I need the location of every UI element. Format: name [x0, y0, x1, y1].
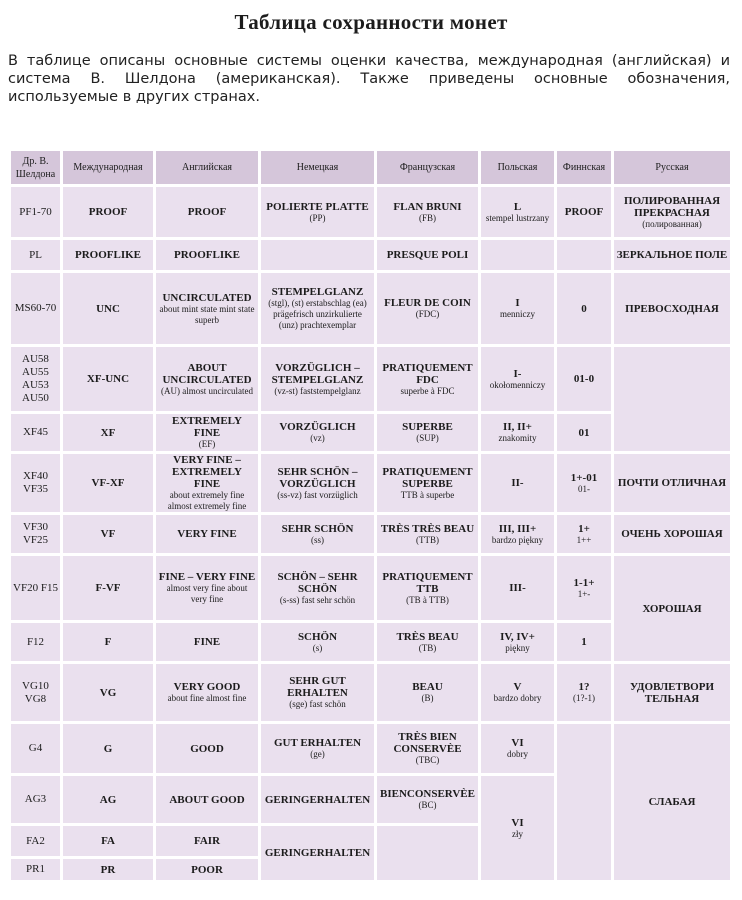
cell-french: [377, 414, 478, 451]
cell-german: [261, 187, 374, 237]
cell-main: G: [103, 742, 113, 755]
cell-main: ПОЧТИ ОТЛИЧНАЯ: [617, 477, 727, 489]
cell-international: [63, 776, 153, 823]
cell-sub: (s): [312, 642, 323, 653]
cell-sub: about mint state mint state superb: [159, 303, 255, 325]
cell-russian: [614, 664, 730, 721]
header-french: Французская: [377, 151, 478, 184]
cell-international: [63, 187, 153, 237]
cell-sub: zły: [512, 828, 523, 839]
cell-sub: (полированная): [642, 218, 702, 229]
cell-sub: (ss-vz) fast vorzüglich: [277, 489, 358, 500]
cell-main: SCHÖN – SEHR SCHÖN: [277, 570, 358, 595]
cell-french: [377, 273, 478, 344]
header-german: Немецкая: [261, 151, 374, 184]
table-row: [11, 664, 730, 721]
cell-sub: (TB à TTB): [406, 594, 449, 605]
cell-finnish: [557, 454, 611, 512]
cell-polish: [481, 664, 554, 721]
cell-sheldon: XF45: [11, 414, 60, 451]
cell-main: УДОВЛЕТВОРИ ТЕЛЬНАЯ: [629, 680, 715, 705]
cell-russian: [614, 454, 730, 512]
cell-international: [63, 515, 153, 553]
cell-main: II-: [511, 477, 524, 489]
cell-german: [261, 724, 374, 773]
cell-main: GERINGERHALTEN: [264, 793, 371, 806]
cell-main: 1?: [578, 681, 590, 693]
header-finnish: Финнская: [557, 151, 611, 184]
cell-french: [377, 347, 478, 411]
cell-russian: [614, 240, 730, 270]
cell-main: ABOUT UNCIRCULATED: [162, 361, 252, 386]
cell-sub: (FDC): [415, 309, 440, 319]
page-title: Таблица сохранности монет: [234, 10, 508, 34]
cell-sub: (BC): [418, 800, 437, 810]
cell-main: I-: [513, 367, 522, 380]
cell-french: [377, 776, 478, 823]
cell-sheldon: VF30 VF25: [11, 515, 60, 553]
table-row: [11, 454, 730, 512]
table-row: [11, 515, 730, 553]
cell-main: PROOF: [564, 206, 604, 218]
header-russian: Русская: [614, 151, 730, 184]
cell-finnish: [557, 724, 611, 880]
cell-sub: about extremely fine almost extremely fine: [167, 490, 247, 511]
cell-main: GUT ERHALTEN: [273, 737, 362, 749]
cell-finnish: [557, 515, 611, 553]
cell-main: PRESQUE POLI: [386, 249, 469, 261]
table-row: [11, 724, 730, 773]
cell-french: [377, 724, 478, 773]
cell-sheldon: PR1: [11, 859, 60, 880]
cell-sub: (ge): [310, 749, 325, 759]
cell-main: ОЧЕНЬ ХОРОШАЯ: [621, 528, 723, 540]
cell-sub: TTB à superbe: [400, 489, 455, 500]
cell-polish: [481, 273, 554, 344]
cell-sub: (s-ss) fast sehr schön: [279, 594, 356, 605]
cell-sheldon: F12: [11, 623, 60, 661]
cell-polish: [481, 414, 554, 451]
cell-main: VI: [511, 737, 524, 749]
cell-french: [377, 187, 478, 237]
cell-sheldon: VG10 VG8: [11, 664, 60, 721]
cell-international: [63, 623, 153, 661]
cell-main: I: [515, 297, 520, 309]
cell-main: EXTREMELY FINE: [172, 415, 242, 439]
cell-german: [261, 515, 374, 553]
cell-sub: (B): [421, 693, 434, 703]
cell-finnish: [557, 187, 611, 237]
cell-german: [261, 623, 374, 661]
cell-english: [156, 414, 258, 451]
cell-sub: (ss): [311, 534, 324, 545]
cell-english: [156, 623, 258, 661]
cell-international: [63, 454, 153, 512]
table-row: [11, 240, 730, 270]
cell-main: VERY GOOD: [173, 681, 241, 693]
cell-sub: bardzo piękny: [491, 534, 544, 545]
header-international: Международная: [63, 151, 153, 184]
cell-main: XF: [100, 426, 116, 439]
cell-sub: about fine almost fine: [167, 693, 247, 703]
cell-main: 0: [581, 302, 587, 315]
cell-main: VERY FINE – EXTREMELY FINE: [172, 454, 242, 490]
cell-main: IV, IV+: [500, 630, 535, 643]
cell-sub: (FB): [418, 212, 436, 223]
cell-sub: okołomenniczy: [489, 379, 546, 390]
cell-english: [156, 826, 258, 856]
cell-international: [63, 556, 153, 620]
cell-main: 01: [578, 426, 590, 439]
cell-sub: dobry: [507, 749, 528, 759]
cell-main: VF-XF: [91, 477, 125, 489]
cell-german: [261, 347, 374, 411]
cell-main: PROOF: [187, 206, 227, 218]
table-header-row: [11, 151, 730, 184]
cell-main: GOOD: [190, 742, 224, 755]
cell-main: 01-0: [573, 373, 595, 385]
cell-sub: znakomity: [498, 433, 537, 443]
cell-sheldon: AU58 AU55 AU53 AU50: [11, 347, 60, 411]
header-english: Английская: [156, 151, 258, 184]
cell-french: [377, 556, 478, 620]
cell-main: 1-1+: [573, 576, 595, 589]
cell-main: TRÈS BIEN CONSERVÈE: [393, 731, 462, 755]
cell-main: FINE – VERY FINE: [158, 571, 256, 583]
cell-main: L: [513, 200, 522, 213]
cell-main: III, III+: [498, 522, 537, 535]
cell-russian: [614, 347, 730, 451]
cell-english: [156, 664, 258, 721]
cell-sub: (TBC): [415, 755, 440, 765]
cell-polish: [481, 454, 554, 512]
cell-main: F-VF: [95, 582, 121, 594]
cell-french: [377, 240, 478, 270]
cell-english: [156, 556, 258, 620]
cell-sub: (1?-1): [573, 693, 595, 703]
cell-sub: (vz): [310, 433, 325, 443]
cell-sub: (stgl), (st) erstabschlag (ea) prägefrisch unzirkulierte (unz) prachtexemplar: [268, 298, 367, 330]
cell-finnish: [557, 414, 611, 451]
cell-french: [377, 623, 478, 661]
cell-russian: [614, 187, 730, 237]
cell-english: [156, 776, 258, 823]
cell-main: ХОРОШАЯ: [642, 602, 702, 615]
cell-sheldon: PF1-70: [11, 187, 60, 237]
cell-english: [156, 240, 258, 270]
cell-russian: [614, 273, 730, 344]
cell-sub: (TTB): [416, 534, 439, 545]
cell-main: TRÈS BEAU: [396, 630, 459, 643]
cell-polish: [481, 556, 554, 620]
cell-german: [261, 240, 374, 270]
cell-polish: [481, 187, 554, 237]
cell-polish: [481, 515, 554, 553]
coin-grading-table: [8, 148, 733, 883]
cell-sub: piękny: [505, 642, 530, 653]
cell-sheldon: VF20 F15: [11, 556, 60, 620]
cell-finnish: [557, 273, 611, 344]
cell-german: [261, 556, 374, 620]
cell-finnish: [557, 240, 611, 270]
cell-main: TRÈS TRÈS BEAU: [380, 522, 475, 535]
cell-main: ПОЛИРОВАННАЯ ПРЕКРАСНАЯ: [623, 194, 721, 219]
cell-polish: [481, 724, 554, 773]
cell-sub: 1++: [576, 534, 592, 545]
cell-main: 1+: [578, 522, 590, 535]
cell-english: [156, 187, 258, 237]
cell-sub: (vz-st) faststempelglanz: [274, 385, 361, 396]
cell-main: III-: [509, 582, 526, 594]
cell-german: [261, 664, 374, 721]
header-polish: Польская: [481, 151, 554, 184]
cell-english: [156, 515, 258, 553]
cell-main: SEHR SCHÖN: [281, 522, 354, 535]
cell-english: [156, 859, 258, 880]
table-row: [11, 556, 730, 620]
cell-english: [156, 273, 258, 344]
cell-sheldon: FA2: [11, 826, 60, 856]
cell-international: [63, 826, 153, 856]
cell-english: [156, 724, 258, 773]
cell-polish: [481, 347, 554, 411]
cell-german: [261, 826, 374, 880]
cell-german: [261, 414, 374, 451]
cell-sub: 1+-: [577, 588, 591, 599]
cell-main: BIENCONSERVÈE: [380, 788, 475, 800]
cell-sheldon: PL: [11, 240, 60, 270]
cell-main: FAIR: [193, 835, 221, 847]
cell-main: POLIERTE PLATTE: [266, 200, 369, 213]
cell-sub: (AU) almost uncirculated: [161, 385, 253, 396]
cell-main: STEMPELGLANZ: [271, 286, 364, 298]
cell-main: PROOFLIKE: [173, 249, 240, 261]
cell-international: [63, 240, 153, 270]
cell-finnish: [557, 623, 611, 661]
cell-sheldon: XF40 VF35: [11, 454, 60, 512]
cell-main: VORZÜGLICH – STEMPELGLANZ: [271, 361, 364, 386]
cell-sub: menniczy: [500, 309, 535, 319]
cell-sheldon: AG3: [11, 776, 60, 823]
cell-sub: 01-: [578, 483, 590, 494]
cell-main: UNCIRCULATED: [162, 291, 252, 304]
cell-sheldon: MS60-70: [11, 273, 60, 344]
cell-main: 1+-01: [570, 471, 598, 484]
cell-main: POOR: [191, 863, 223, 876]
cell-main: VERY FINE: [177, 528, 237, 540]
cell-international: [63, 273, 153, 344]
cell-main: V: [513, 681, 522, 693]
cell-international: [63, 859, 153, 880]
cell-finnish: [557, 347, 611, 411]
cell-sub: (SUP): [416, 433, 439, 443]
cell-main: PROOFLIKE: [74, 249, 141, 261]
cell-main: ABOUT GOOD: [169, 793, 245, 806]
cell-main: II, II+: [503, 421, 532, 433]
cell-sub: (PP): [309, 212, 326, 223]
cell-international: [63, 664, 153, 721]
cell-main: PR: [100, 863, 116, 876]
cell-international: [63, 414, 153, 451]
cell-sub: almost very fine about very fine: [166, 583, 248, 604]
cell-russian: [614, 556, 730, 661]
cell-finnish: [557, 556, 611, 620]
cell-german: [261, 776, 374, 823]
cell-main: VF: [100, 528, 116, 540]
cell-main: PRATIQUEMENT FDC: [382, 361, 473, 386]
cell-main: SUPERBE: [402, 421, 453, 433]
cell-main: SCHÖN: [297, 630, 338, 643]
cell-sub: stempel lustrzany: [485, 212, 550, 223]
table-row: [11, 187, 730, 237]
table-row: [11, 273, 730, 344]
cell-main: PRATIQUEMENT SUPERBE: [382, 465, 473, 490]
cell-main: VORZÜGLICH: [279, 421, 356, 433]
cell-main: 1: [581, 636, 587, 648]
cell-main: ПРЕВОСХОДНАЯ: [625, 302, 719, 315]
cell-main: GERINGERHALTEN: [264, 847, 371, 859]
cell-main: VI: [511, 816, 524, 829]
cell-english: [156, 454, 258, 512]
cell-main: PRATIQUEMENT TTB: [382, 570, 473, 595]
cell-french: [377, 664, 478, 721]
cell-german: [261, 273, 374, 344]
cell-main: AG: [99, 793, 117, 806]
cell-polish: [481, 240, 554, 270]
cell-main: VG: [99, 686, 117, 699]
cell-main: SEHR SCHÖN – VORZÜGLICH: [277, 465, 358, 490]
cell-french: [377, 826, 478, 880]
cell-french: [377, 515, 478, 553]
cell-french: [377, 454, 478, 512]
cell-sub: (EF): [198, 439, 216, 449]
cell-main: СЛАБАЯ: [648, 796, 696, 808]
cell-main: FINE: [193, 636, 221, 648]
cell-russian: [614, 515, 730, 553]
cell-sub: superbe à FDC: [400, 385, 455, 396]
cell-main: FLAN BRUNI: [393, 200, 462, 213]
cell-main: FA: [101, 835, 115, 847]
cell-main: FLEUR DE COIN: [384, 297, 471, 309]
cell-polish: [481, 776, 554, 880]
header-sheldon: Др. В. Шелдона: [11, 151, 60, 184]
cell-main: PROOF: [88, 206, 128, 218]
cell-main: SEHR GUT ERHALTEN: [287, 675, 348, 699]
cell-sub: (sge) fast schön: [289, 699, 346, 709]
cell-main: BEAU: [412, 681, 443, 693]
intro-paragraph: В таблице описаны основные системы оценки качества, международная (английская) и система В. Шелдона (американская). Также приведены основные обозначения, используемые в других странах.: [8, 53, 730, 105]
cell-international: [63, 347, 153, 411]
cell-sub: (TB): [418, 642, 437, 653]
cell-english: [156, 347, 258, 411]
cell-main: UNC: [96, 302, 120, 315]
cell-polish: [481, 623, 554, 661]
cell-sheldon: G4: [11, 724, 60, 773]
cell-international: [63, 724, 153, 773]
cell-finnish: [557, 664, 611, 721]
cell-main: ЗЕРКАЛЬНОЕ ПОЛЕ: [616, 249, 728, 261]
cell-main: F: [104, 636, 112, 648]
cell-german: [261, 454, 374, 512]
cell-main: XF-UNC: [86, 373, 130, 385]
cell-sub: bardzo dobry: [493, 693, 542, 703]
cell-russian: [614, 724, 730, 880]
table-row: [11, 347, 730, 411]
